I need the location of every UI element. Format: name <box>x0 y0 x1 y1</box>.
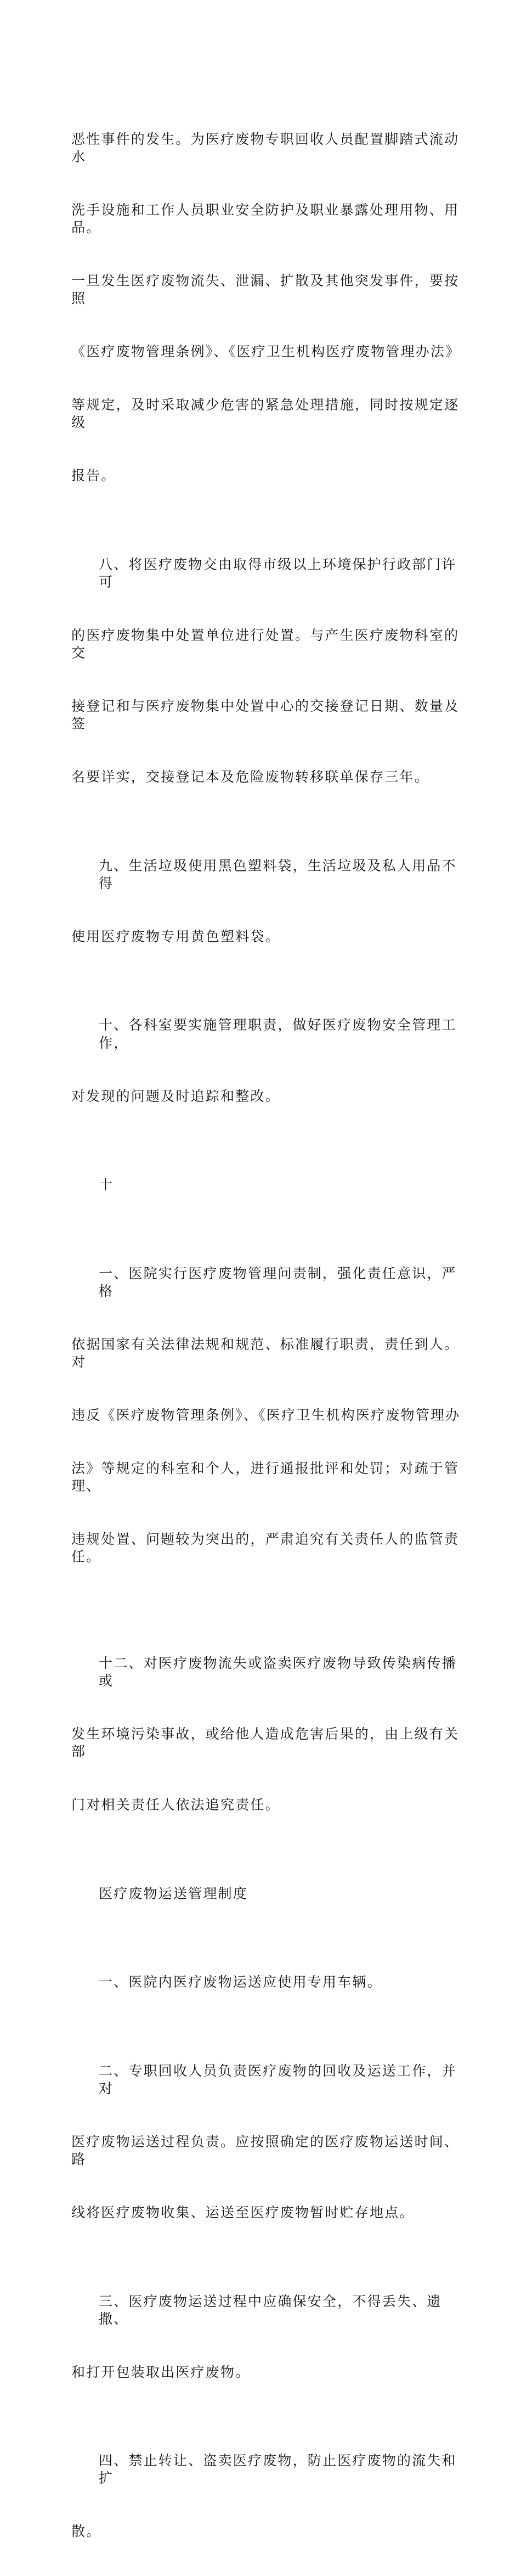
text-line: 线将医疗废物收集、运送至医疗废物暂时贮存地点。 <box>71 2204 415 2221</box>
text-line: 三、医疗废物运送过程中应确保安全，不得丢失、遗撒、 <box>99 2293 442 2327</box>
paragraph-item-9 <box>71 822 466 981</box>
text-line: 依据国家有关法律法规和规范、标准履行职责，责任到人。对 <box>71 1336 460 1370</box>
text-line: 十 <box>99 1177 114 1193</box>
text-line: 二、专职回收人员负责医疗废物的回收及运送工作，并对 <box>99 2062 457 2096</box>
text-line: 九、生活垃圾使用黑色塑料袋，生活垃圾及私人用品不得 <box>99 857 457 892</box>
text-line: 发生环境污染事故，或给他人造成危害后果的，由上级有关部 <box>71 1726 460 1760</box>
text-line: 违规处置、问题较为突出的，严肃追究有关责任人的监管责任。 <box>71 1531 460 1565</box>
text-line: 洗手设施和工作人员职业安全防护及职业暴露处理用物、用品。 <box>71 201 460 236</box>
text-line: 十二、对医疗废物流失或盗卖医疗废物导致传染病传播或 <box>99 1655 457 1689</box>
transport-item-1 <box>71 1938 466 2027</box>
transport-item-3 <box>71 2257 466 2417</box>
text-line: 和打开包装取出医疗废物。 <box>71 2364 251 2380</box>
paragraph-item-12 <box>71 1619 466 1849</box>
text-line: 等规定，及时采取减少危害的紧急处理措施，同时按规定逐级 <box>71 397 460 431</box>
text-line: 散。 <box>71 2523 101 2540</box>
paragraph <box>71 95 466 520</box>
text-line: 接登记和与医疗废物集中处置中心的交接登记日期、数量及签 <box>71 698 460 732</box>
text-line: 一、医院实行医疗废物管理问责制，强化责任意识，严格 <box>99 1265 457 1299</box>
text-line: 报告。 <box>71 468 116 484</box>
document-body <box>71 95 466 2576</box>
text-line: 医疗废物运送过程负责。应按照确定的医疗废物运送时间、路 <box>71 2133 460 2168</box>
paragraph-item-11 <box>71 1229 466 1601</box>
text-line: 一、医院内医疗废物运送应使用专用车辆。 <box>99 1974 382 1990</box>
text-line: 的医疗废物集中处置单位进行处置。与产生医疗废物科室的交 <box>71 627 460 661</box>
paragraph-gap <box>71 1601 466 1619</box>
paragraph-item-10 <box>71 981 466 1141</box>
text-line: 法》等规定的科室和个人，进行通报批评和处罚；对疏于管理、 <box>71 1460 460 1494</box>
text-line: 门对相关责任人依法追究责任。 <box>71 1797 280 1813</box>
paragraph-item-8 <box>71 520 466 822</box>
text-line: 违反《医疗废物管理条例》、《医疗卫生机构医疗废物管理办 <box>71 1407 461 1423</box>
transport-item-4 <box>71 2417 466 2576</box>
text-line: 对发现的问题及时追踪和整改。 <box>71 1088 280 1104</box>
text-line: 一旦发生医疗废物流失、泄漏、扩散及其他突发事件，要按照 <box>71 272 460 307</box>
transport-item-2 <box>71 2027 466 2257</box>
section-heading <box>71 1849 466 1938</box>
text-line: 使用医疗废物专用黄色塑料袋。 <box>71 928 280 944</box>
text-line: 名要详实，交接登记本及危险废物转移联单保存三年。 <box>71 769 429 785</box>
text-line: 十、各科室要实施管理职责，做好医疗废物安全管理工作， <box>99 1017 457 1051</box>
text-line: 恶性事件的发生。为医疗废物专职回收人员配置脚踏式流动水 <box>71 131 460 165</box>
text-line: 四、禁止转让、盗卖医疗废物，防止医疗废物的流失和扩 <box>99 2453 457 2487</box>
text-line: 八、将医疗废物交由取得市级以上环境保护行政部门许可 <box>99 556 457 590</box>
text-line: 《医疗废物管理条例》、《医疗卫生机构医疗废物管理办法》 <box>71 344 461 360</box>
paragraph-item-11-prefix <box>71 1141 466 1229</box>
section-title: 医疗废物运送管理制度 <box>99 1885 248 1902</box>
